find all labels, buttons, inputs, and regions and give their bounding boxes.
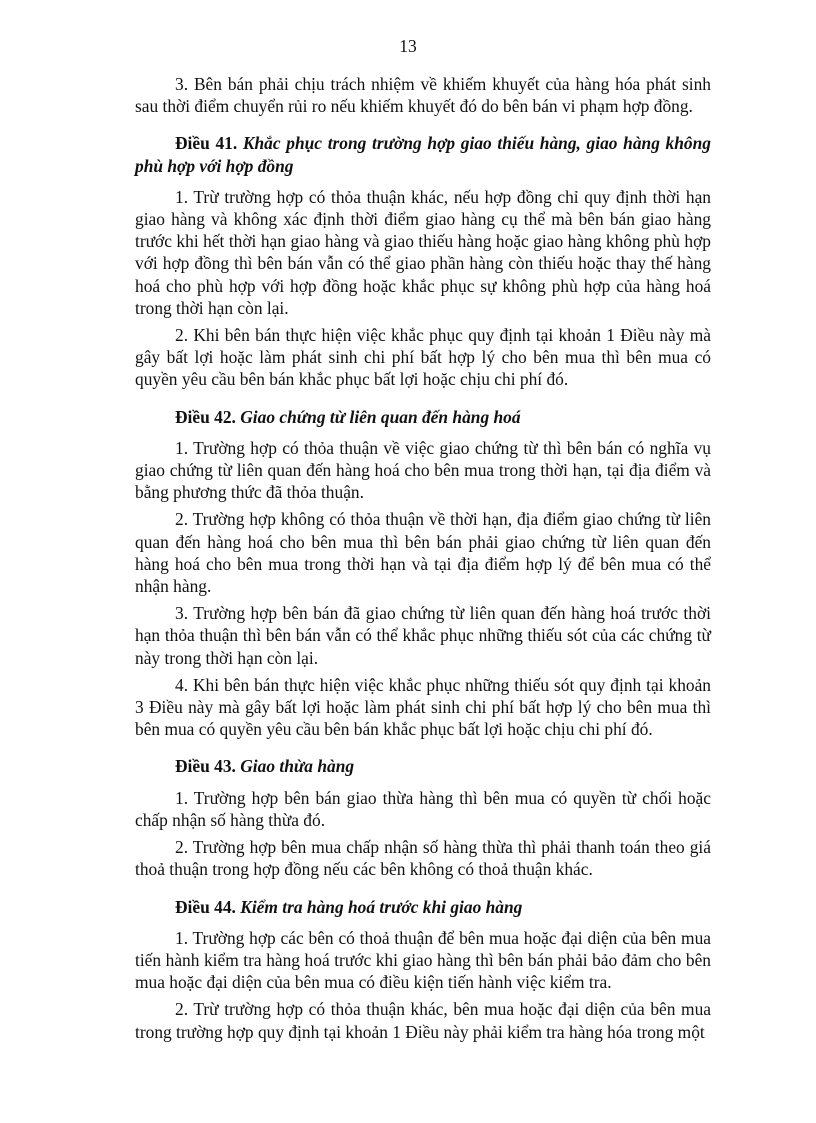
paragraph-42-3: 3. Trường hợp bên bán đã giao chứng từ liên quan đến hàng hoá trước thời hạn thỏa thuận thì bên bán vẫn có thể khắc phục những thiếu sót của các chứng từ này trong thời hạn còn lại. xyxy=(135,603,711,668)
paragraph-42-1: 1. Trường hợp có thỏa thuận về việc giao chứng từ thì bên bán có nghĩa vụ giao chứng từ liên quan đến hàng hoá cho bên mua trong thời hạn, tại địa điểm và bằng phương thức đã thỏa thuận. xyxy=(135,437,711,503)
article-41-heading xyxy=(135,132,711,176)
paragraph-44-1: 1. Trường hợp các bên có thoả thuận để bên mua hoặc đại diện của bên mua tiến hành kiểm tra hàng hoá trước khi giao hàng thì bên bán phải bảo đảm cho bên mua hoặc đại diện của bên mua có điều kiện tiến hành việc kiểm tra. xyxy=(135,927,711,993)
paragraph-40-3: 3. Bên bán phải chịu trách nhiệm về khiếm khuyết của hàng hóa phát sinh sau thời điểm chuyển rủi ro nếu khiếm khuyết đó do bên bán vi phạm hợp đồng. xyxy=(135,74,711,117)
article-42-heading xyxy=(135,406,711,428)
paragraph-44-2: 2. Trừ trường hợp có thỏa thuận khác, bên mua hoặc đại diện của bên mua trong trường hợp quy định tại khoản 1 Điều này phải kiểm tra hàng hóa trong một xyxy=(135,999,711,1042)
page-number: 13 xyxy=(399,36,417,56)
paragraph-43-1: 1. Trường hợp bên bán giao thừa hàng thì bên mua có quyền từ chối hoặc chấp nhận số hàng thừa đó. xyxy=(135,787,711,830)
article-title: Giao chứng từ liên quan đến hàng hoá xyxy=(240,406,521,427)
article-label: Điều 44. xyxy=(175,896,236,917)
article-title: Khắc phục trong trường hợp giao thiếu hàng, giao hàng không phù hợp với hợp đồng xyxy=(135,133,711,176)
paragraph-42-2: 2. Trường hợp không có thỏa thuận về thời hạn, địa điểm giao chứng từ liên quan đến hàng hoá cho bên mua thì bên bán phải giao chứng từ liên quan đến hàng hoá cho bên mua trong thời hạn và tại địa điểm hợp lý để bên mua có thể nhận hàng. xyxy=(135,509,711,597)
article-43-heading xyxy=(135,755,711,777)
article-title: Kiểm tra hàng hoá trước khi giao hàng xyxy=(240,896,523,917)
paragraph-41-1: 1. Trừ trường hợp có thỏa thuận khác, nếu hợp đồng chỉ quy định thời hạn giao hàng và không xác định thời điểm giao hàng cụ thể mà bên bán giao hàng trước khi hết thời hạn giao hàng và giao thiếu hàng hoặc giao hàng không phù hợp với hợp đồng thì bên bán vẫn có thể giao phần hàng còn thiếu hoặc thay thế hàng hoá cho phù hợp với hợp đồng hoặc khắc phục sự không phù hợp của hàng hoá trong thời hạn còn lại. xyxy=(135,186,711,318)
paragraph-41-2: 2. Khi bên bán thực hiện việc khắc phục quy định tại khoản 1 Điều này mà gây bất lợi hoặc làm phát sinh chi phí bất hợp lý cho bên mua thì bên mua có quyền yêu cầu bên bán khắc phục bất lợi hoặc chịu chi phí đó. xyxy=(135,325,711,390)
article-title: Giao thừa hàng xyxy=(240,756,355,777)
paragraph-43-2: 2. Trường hợp bên mua chấp nhận số hàng thừa thì phải thanh toán theo giá thoả thuận trong hợp đồng nếu các bên không có thoả thuận khác. xyxy=(135,837,711,880)
article-label: Điều 41. xyxy=(175,133,238,154)
article-label: Điều 43. xyxy=(175,756,236,777)
article-label: Điều 42. xyxy=(175,406,236,427)
article-44-heading xyxy=(135,896,711,918)
document-body xyxy=(135,73,711,1048)
paragraph-42-4: 4. Khi bên bán thực hiện việc khắc phục những thiếu sót quy định tại khoản 3 Điều này mà gây bất lợi hoặc làm phát sinh chi phí bất hợp lý cho bên mua thì bên mua có quyền yêu cầu bên bán khắc phục bất lợi hoặc chịu chi phí đó. xyxy=(135,674,711,740)
